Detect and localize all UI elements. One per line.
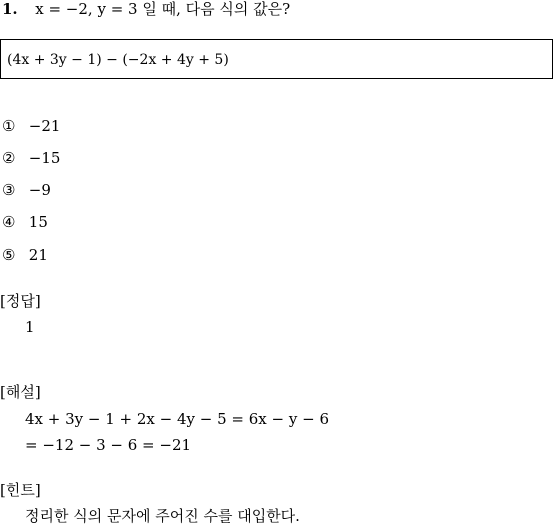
choice-3-mark: ③ [2, 181, 16, 199]
choice-5-value: 21 [28, 246, 48, 264]
choice-2-value: −15 [28, 149, 61, 167]
choice-4-mark: ④ [2, 213, 16, 231]
choice-1-value: −21 [28, 117, 61, 135]
choice-4[interactable] [2, 213, 48, 231]
answer-value: 1 [25, 318, 35, 336]
choice-5[interactable] [2, 246, 48, 264]
question-text: x = −2, y = 3 일 때, 다음 식의 값은? [35, 0, 291, 18]
choice-3-value: −9 [28, 181, 51, 199]
expression-text: (4x + 3y − 1) − (−2x + 4y + 5) [7, 52, 229, 68]
explanation-line-1: 4x + 3y − 1 + 2x − 4y − 5 = 6x − y − 6 [25, 410, 329, 428]
answer-heading: [정답] [0, 292, 41, 310]
explanation-line-2: = −12 − 3 − 6 = −21 [25, 436, 192, 454]
question-number: 1. [2, 0, 18, 18]
choice-2[interactable] [2, 149, 60, 167]
choice-2-mark: ② [2, 149, 16, 167]
expression-box [0, 39, 553, 79]
choice-5-mark: ⑤ [2, 246, 16, 264]
choice-1[interactable] [2, 117, 60, 135]
choice-1-mark: ① [2, 117, 16, 135]
question-line [2, 0, 290, 18]
choice-3[interactable] [2, 181, 51, 199]
explanation-heading: [해설] [0, 383, 41, 401]
choice-4-value: 15 [28, 213, 48, 231]
hint-text: 정리한 식의 문자에 주어진 수를 대입한다. [25, 507, 300, 525]
hint-heading: [힌트] [0, 481, 41, 499]
